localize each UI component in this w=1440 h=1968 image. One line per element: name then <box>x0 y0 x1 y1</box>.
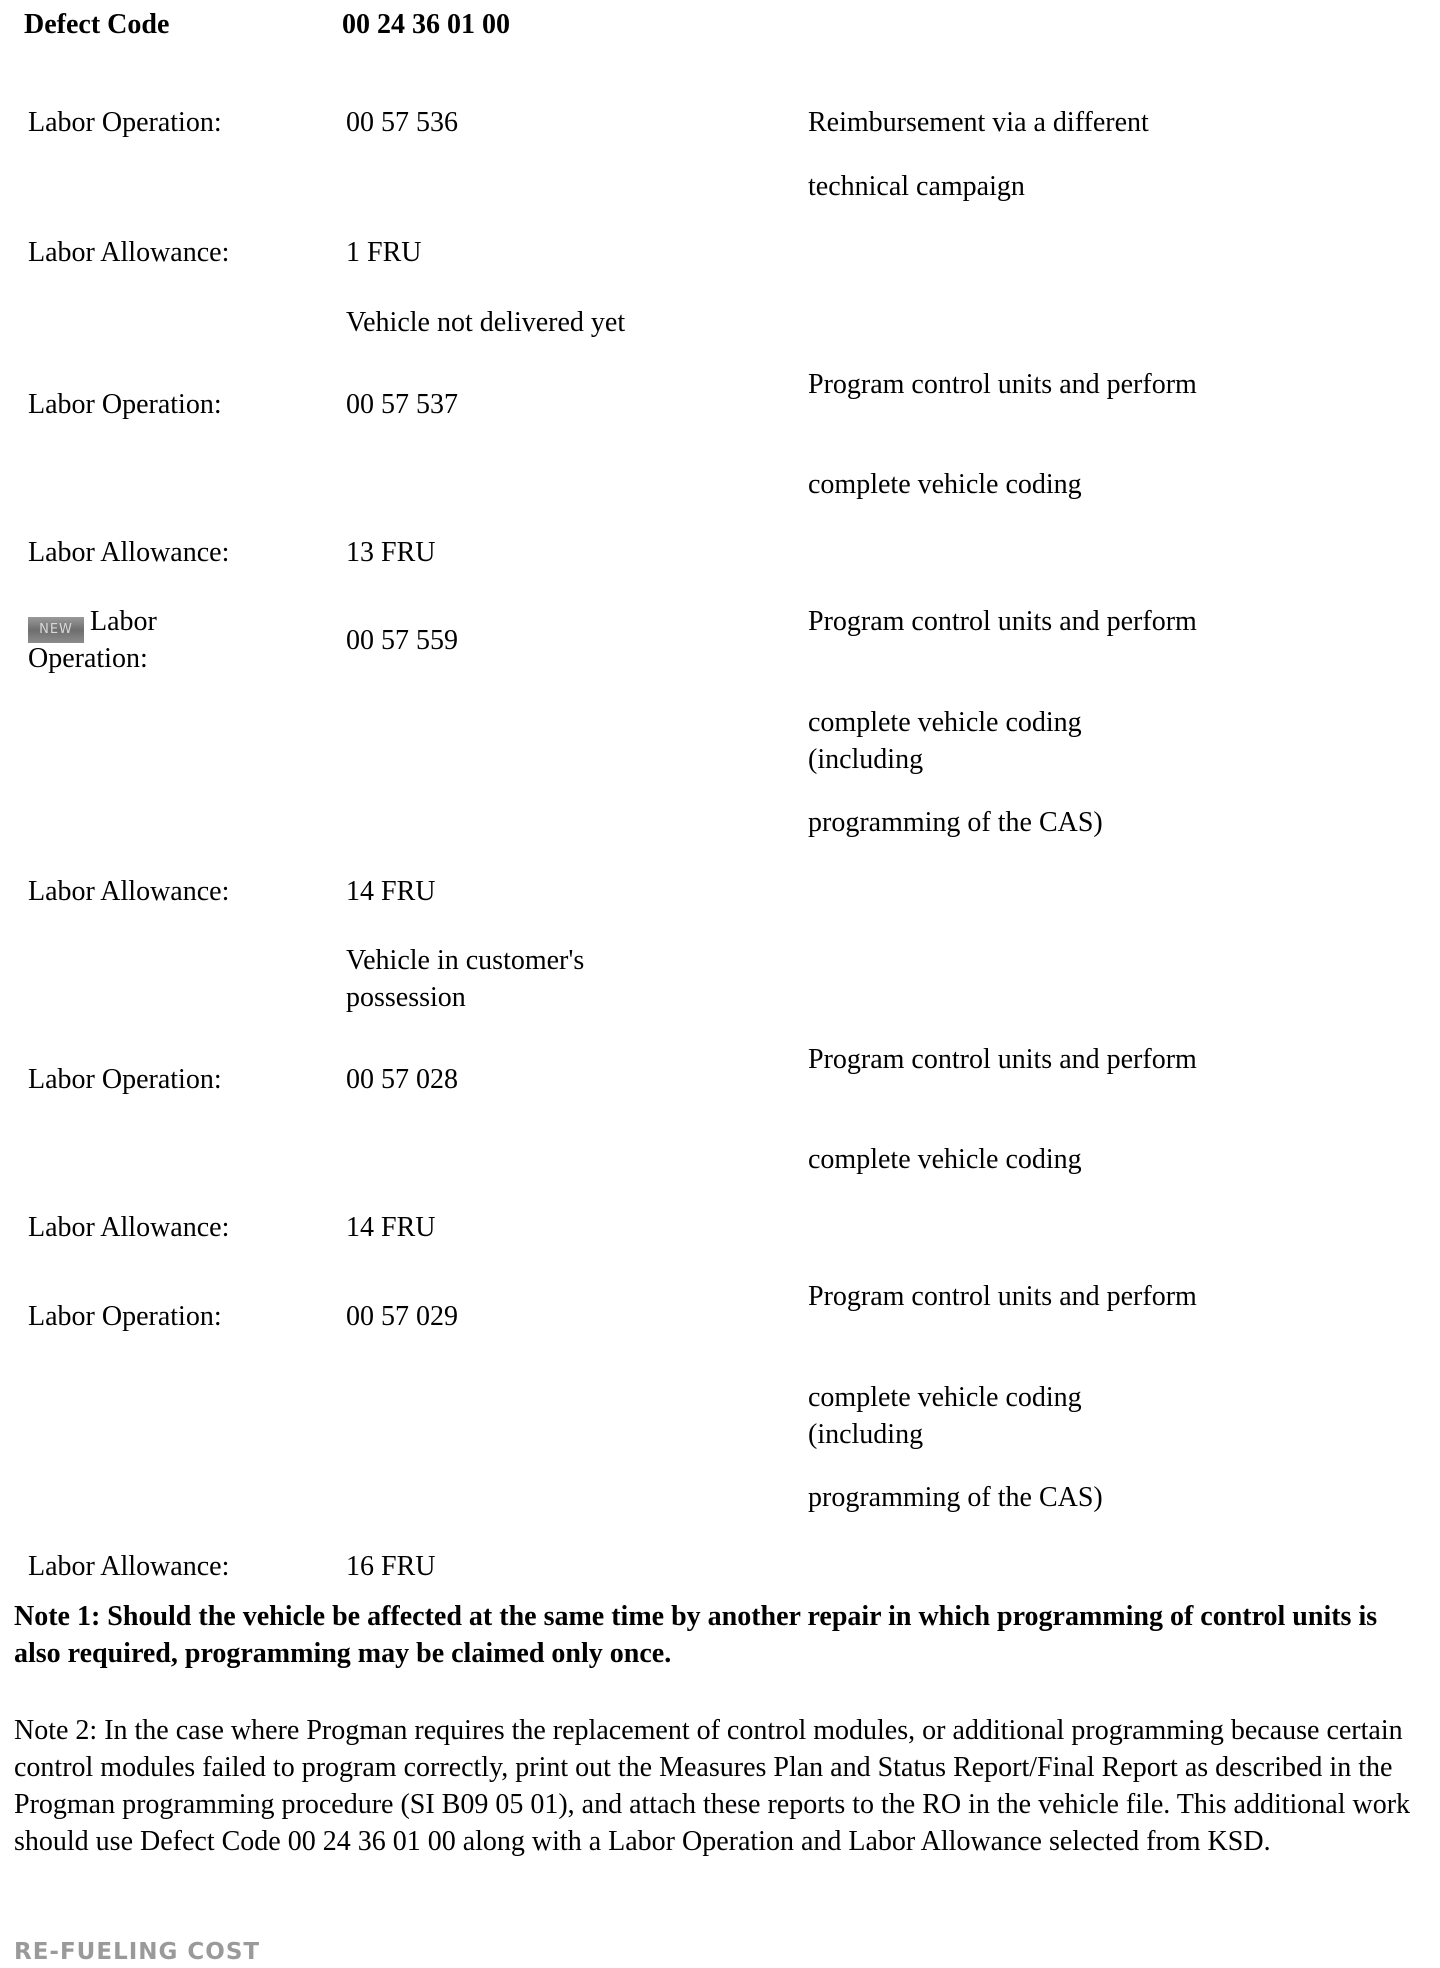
note-2: Note 2: In the case where Progman requires the replacement of control modules, or additional programming because certain control modules failed to program correctly, print out the Measures Plan and Status Report/Final Report as described in the Progman programming procedure (SI B09 05 01), and attach these reports to the RO in the vehicle file. This additional work should use Defect Code 00 24 36 01 00 along with a Labor Operation and Labor Allowance selected from KSD. <box>14 1715 1411 1857</box>
labor-operation-desc: technical campaign <box>808 171 1025 202</box>
labor-operation-desc: complete vehicle coding <box>808 1144 1082 1175</box>
labor-operation-label-line2: Operation: <box>28 643 148 674</box>
labor-operation-code: 00 57 536 <box>346 107 458 138</box>
labor-allowance-label: Labor Allowance: <box>28 1212 230 1243</box>
labor-operation-label: Labor Operation: <box>28 1064 222 1095</box>
labor-operation-label <box>28 603 157 643</box>
labor-operation-label-line1: Labor <box>90 606 157 637</box>
note-1: Note 1: Should the vehicle be affected at the same time by another repair in which programming of control units is also required, programming may be claimed only once. <box>14 1601 1378 1669</box>
labor-operation-desc: (including <box>808 744 924 775</box>
labor-operation-desc: programming of the CAS) <box>808 1482 1103 1513</box>
labor-operation-desc: programming of the CAS) <box>808 807 1103 838</box>
labor-operation-label: Labor Operation: <box>28 389 222 420</box>
section-heading: RE-FUELING COST <box>14 1939 261 1965</box>
defect-code-value: 00 24 36 01 00 <box>342 9 510 40</box>
labor-allowance-label: Labor Allowance: <box>28 537 230 568</box>
labor-allowance-value: 14 FRU <box>346 876 436 907</box>
labor-operation-desc: complete vehicle coding <box>808 469 1082 500</box>
labor-operation-desc: complete vehicle coding <box>808 1382 1082 1413</box>
vehicle-status-subheading: Vehicle not delivered yet <box>346 307 626 338</box>
labor-operation-code: 00 57 559 <box>346 625 458 656</box>
labor-operation-code: 00 57 029 <box>346 1301 458 1332</box>
defect-code-label: Defect Code <box>24 9 170 40</box>
labor-allowance-label: Labor Allowance: <box>28 237 230 268</box>
labor-allowance-value: 13 FRU <box>346 537 436 568</box>
labor-operation-desc: Program control units and perform <box>808 606 1197 637</box>
labor-allowance-value: 1 FRU <box>346 237 422 268</box>
labor-operation-desc: Program control units and perform <box>808 369 1197 400</box>
labor-allowance-label: Labor Allowance: <box>28 876 230 907</box>
labor-allowance-label: Labor Allowance: <box>28 1551 230 1582</box>
labor-operation-desc: Program control units and perform <box>808 1044 1197 1075</box>
labor-operation-label: Labor Operation: <box>28 107 222 138</box>
labor-allowance-value: 14 FRU <box>346 1212 436 1243</box>
labor-operation-desc: (including <box>808 1419 924 1450</box>
labor-operation-label: Labor Operation: <box>28 1301 222 1332</box>
labor-allowance-value: 16 FRU <box>346 1551 436 1582</box>
labor-operation-desc: Reimbursement via a different <box>808 107 1149 138</box>
vehicle-status-subheading: possession <box>346 982 466 1013</box>
vehicle-status-subheading: Vehicle in customer's <box>346 945 585 976</box>
new-badge-icon: NEW <box>28 617 84 643</box>
labor-operation-code: 00 57 537 <box>346 389 458 420</box>
labor-operation-code: 00 57 028 <box>346 1064 458 1095</box>
labor-operation-desc: Program control units and perform <box>808 1281 1197 1312</box>
labor-operation-desc: complete vehicle coding <box>808 707 1082 738</box>
